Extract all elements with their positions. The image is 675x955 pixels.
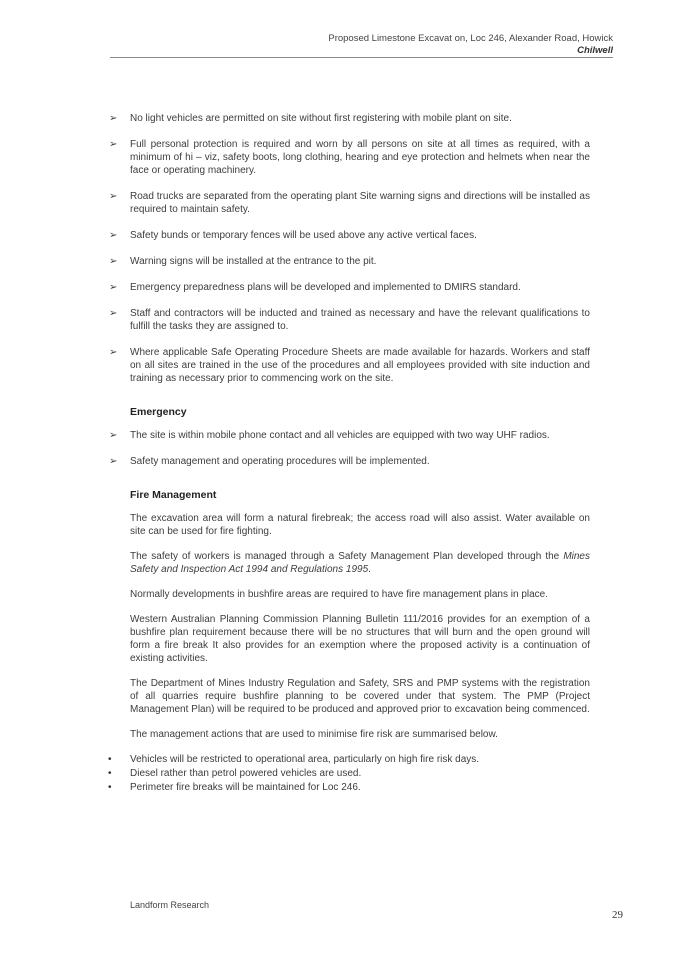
bullet-icon: • bbox=[108, 782, 112, 793]
page-number: 29 bbox=[612, 909, 623, 921]
safety-item bbox=[0, 307, 675, 333]
fire-paragraph: The Department of Mines Industry Regulation and Safety, SRS and PMP systems with the registration of all quarries require bushfire planning to be covered under that system. The PMP (Project Management Plan) will be required to be produced and approved prior to excavation being commenced. bbox=[130, 678, 590, 715]
emergency-item bbox=[0, 455, 675, 468]
fire-paragraph: Western Australian Planning Commission Planning Bulletin 111/2016 provides for an exemption of a bushfire plan requirement because there will be no structures that will burn and the open ground will form a fire break It also provides for an exemption where the proposed activity is a continuation of existing activities. bbox=[130, 614, 590, 664]
arrow-bullet-icon: ➢ bbox=[109, 347, 118, 358]
fire-management-heading: Fire Management bbox=[130, 489, 217, 501]
document-body bbox=[0, 112, 675, 795]
fire-action-item bbox=[0, 753, 675, 767]
arrow-bullet-icon: ➢ bbox=[109, 113, 118, 124]
safety-item bbox=[0, 346, 675, 385]
safety-item-text: No light vehicles are permitted on site without first registering with mobile plant on site. bbox=[130, 113, 512, 124]
fire-paragraph: Normally developments in bushfire areas are required to have fire management plans in place. bbox=[130, 589, 549, 600]
header-divider bbox=[110, 57, 613, 58]
safety-item bbox=[0, 229, 675, 242]
arrow-bullet-icon: ➢ bbox=[109, 256, 118, 267]
fire-action-text: Vehicles will be restricted to operational area, particularly on high fire risk days. bbox=[130, 754, 480, 765]
emergency-item-text: Safety management and operating procedures will be implemented. bbox=[130, 456, 430, 467]
fire-paragraph: The excavation area will form a natural firebreak; the access road will also assist. Water available on site can be used for fire fighting. bbox=[130, 513, 590, 537]
arrow-bullet-icon: ➢ bbox=[109, 456, 118, 467]
safety-item bbox=[0, 255, 675, 268]
paragraph-text: . bbox=[368, 564, 371, 575]
safety-item-text: Staff and contractors will be inducted and trained as necessary and have the relevant qualifications to fulfill the tasks they are assigned to. bbox=[130, 308, 590, 332]
fire-action-text: Perimeter fire breaks will be maintained for Loc 246. bbox=[130, 782, 361, 793]
arrow-bullet-icon: ➢ bbox=[109, 139, 118, 150]
fire-paragraph: The management actions that are used to minimise fire risk are summarised below. bbox=[130, 729, 498, 740]
paragraph-text: The safety of workers is managed through a Safety Management Plan developed through the bbox=[130, 551, 564, 562]
header-title: Proposed Limestone Excavat on, Loc 246, Alexander Road, Howick bbox=[328, 33, 613, 44]
act-citation: Mines Safety and Inspection Act 1994 and Regulations 1995 bbox=[130, 551, 590, 575]
footer-organization: Landform Research bbox=[130, 900, 210, 910]
safety-item-text: Road trucks are separated from the operating plant Site warning signs and directions will be installed as required to maintain safety. bbox=[130, 191, 590, 215]
arrow-bullet-icon: ➢ bbox=[109, 282, 118, 293]
arrow-bullet-icon: ➢ bbox=[109, 230, 118, 241]
fire-action-item bbox=[0, 781, 675, 795]
fire-action-text: Diesel rather than petrol powered vehicles are used. bbox=[130, 768, 362, 779]
bullet-icon: • bbox=[108, 754, 112, 765]
safety-item-text: Full personal protection is required and worn by all persons on site at all times as required, with a minimum of hi – viz, safety boots, long clothing, hearing and eye protection and helmets when near the face or operating machinery. bbox=[130, 139, 590, 176]
arrow-bullet-icon: ➢ bbox=[109, 308, 118, 319]
arrow-bullet-icon: ➢ bbox=[109, 191, 118, 202]
emergency-item bbox=[0, 429, 675, 442]
emergency-heading: Emergency bbox=[130, 406, 187, 418]
page-header bbox=[53, 33, 613, 57]
safety-item bbox=[0, 190, 675, 216]
safety-item-text: Emergency preparedness plans will be developed and implemented to DMIRS standard. bbox=[130, 282, 521, 293]
fire-paragraph-safety-plan bbox=[130, 550, 590, 576]
safety-item bbox=[0, 138, 675, 177]
header-subtitle: Chilwell bbox=[577, 45, 613, 56]
fire-action-item bbox=[0, 767, 675, 781]
safety-item bbox=[0, 281, 675, 294]
arrow-bullet-icon: ➢ bbox=[109, 430, 118, 441]
safety-item-text: Safety bunds or temporary fences will be used above any active vertical faces. bbox=[130, 230, 477, 241]
emergency-item-text: The site is within mobile phone contact and all vehicles are equipped with two way UHF radios. bbox=[130, 430, 550, 441]
safety-item-text: Where applicable Safe Operating Procedure Sheets are made available for hazards. Workers and staff on all sites are trained in the use of the procedures and all employees provided with site induction and training as necessary prior to commencing work on the site. bbox=[130, 347, 590, 384]
safety-item-text: Warning signs will be installed at the entrance to the pit. bbox=[130, 256, 377, 267]
safety-item bbox=[0, 112, 675, 125]
bullet-icon: • bbox=[108, 768, 112, 779]
